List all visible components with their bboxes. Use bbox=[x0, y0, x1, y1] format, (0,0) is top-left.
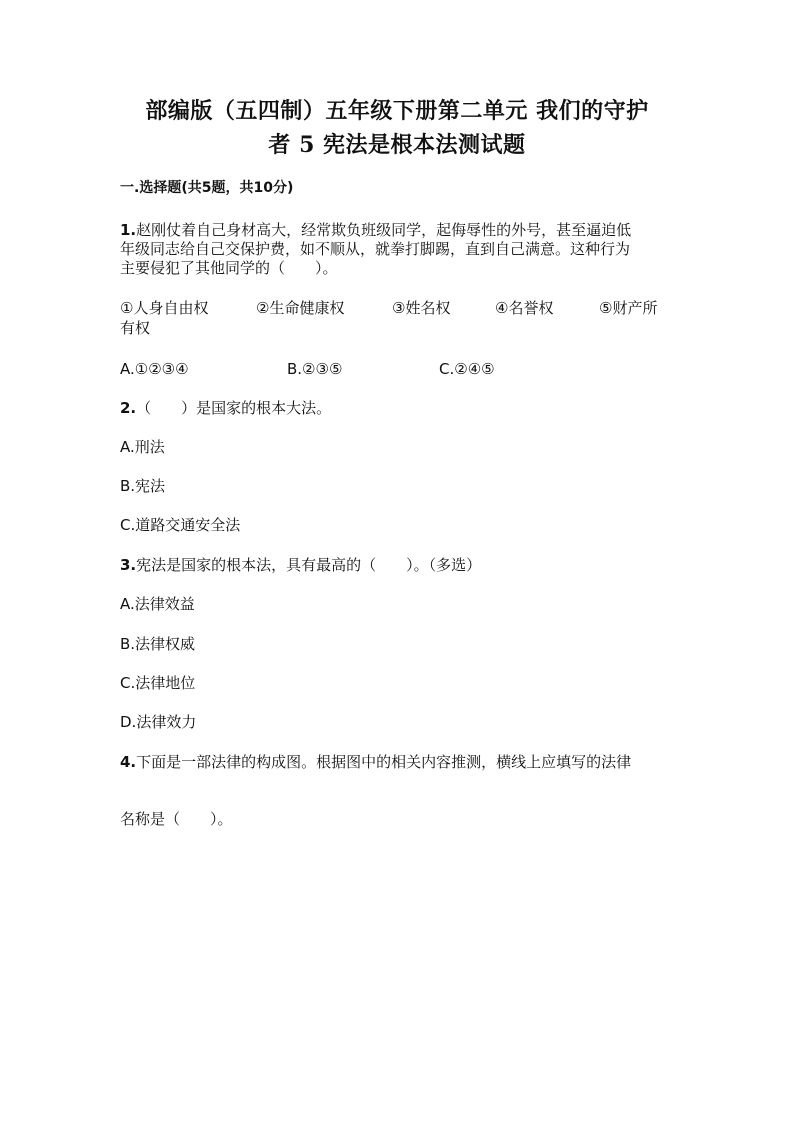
question-3-text: 宪法是国家的根本法，具有最高的（ ）。（多选） bbox=[136, 556, 482, 574]
question-2-text: （ ）是国家的根本大法。 bbox=[136, 399, 332, 417]
question-3-line bbox=[120, 554, 481, 576]
page-title-line-2: 者 5 宪法是根本法测试题 bbox=[268, 132, 526, 158]
right-option-4: ④名誉权 bbox=[495, 299, 554, 317]
question-1-line-3: 主要侵犯了其他同学的（ ）。 bbox=[120, 259, 338, 277]
question-3-option-c: C.法律地位 bbox=[120, 674, 196, 692]
question-4-text-line-1: 下面是一部法律的构成图。根据图中的相关内容推测，横线上应填写的法律 bbox=[136, 753, 632, 771]
question-4-line-1 bbox=[120, 751, 631, 773]
question-1-option-c: C.②④⑤ bbox=[439, 360, 495, 378]
question-3-option-b: B.法律权威 bbox=[120, 635, 196, 653]
question-2-line bbox=[120, 397, 331, 419]
question-1-line-2: 年级同志给自己交保护费，如不顺从，就拳打脚踢，直到自己满意。这种行为 bbox=[120, 240, 631, 258]
right-option-5-continued: 有权 bbox=[120, 319, 151, 337]
right-option-1: ①人身自由权 bbox=[120, 299, 209, 317]
question-2-option-a: A.刑法 bbox=[120, 438, 165, 456]
page-title-line-1: 部编版（五四制）五年级下册第二单元 我们的守护 bbox=[145, 98, 649, 124]
section-heading: 一.选择题(共5题，共10分) bbox=[120, 180, 294, 196]
right-option-3: ③姓名权 bbox=[392, 299, 451, 317]
question-2-number: 2. bbox=[120, 399, 137, 417]
question-2-option-b: B.宪法 bbox=[120, 477, 166, 495]
question-3-option-a: A.法律效益 bbox=[120, 595, 195, 613]
question-4-number: 4. bbox=[120, 753, 137, 771]
right-option-2: ②生命健康权 bbox=[256, 299, 345, 317]
question-1-option-b: B.②③⑤ bbox=[287, 360, 343, 378]
question-2-option-c: C.道路交通安全法 bbox=[120, 516, 241, 534]
question-1-option-a: A.①②③④ bbox=[120, 360, 189, 378]
right-option-5: ⑤财产所 bbox=[599, 299, 658, 317]
question-3-number: 3. bbox=[120, 556, 137, 574]
question-4-line-2: 名称是（ ）。 bbox=[120, 810, 233, 828]
question-1-text-line-1: 赵刚仗着自己身材高大，经常欺负班级同学，起侮辱性的外号，甚至逼迫低 bbox=[136, 221, 632, 239]
question-1-number: 1. bbox=[120, 221, 137, 239]
question-3-option-d: D.法律效力 bbox=[120, 713, 197, 731]
